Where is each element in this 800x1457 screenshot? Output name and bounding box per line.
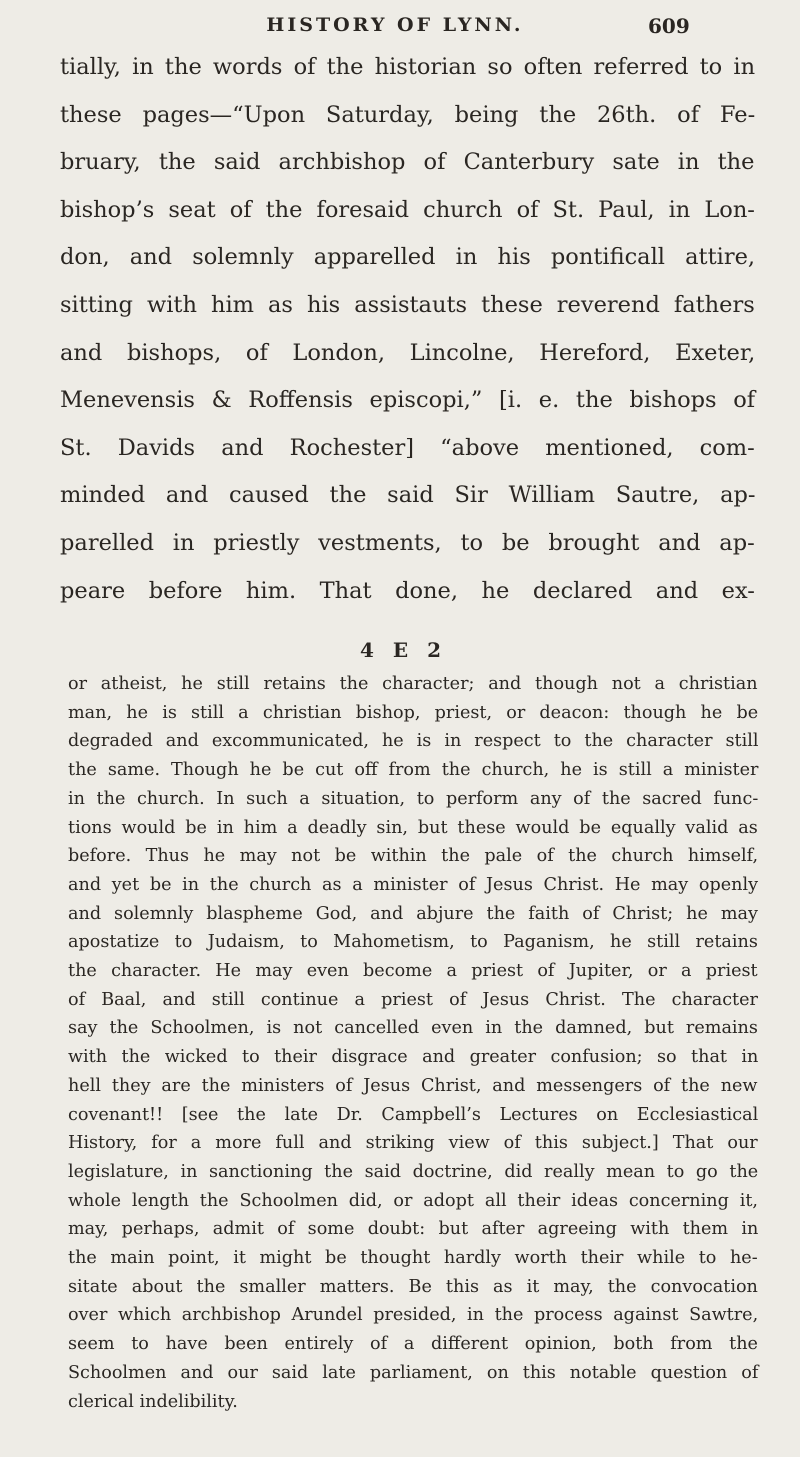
main-text-line: bruary, the said archbishop of Canterbury sate in the [60, 149, 755, 176]
signature-mark: 4 E 2 [360, 638, 448, 662]
main-text-line: parelled in priestly vestments, to be brought and ap- [60, 530, 755, 556]
footnote-line: seem to have been entirely of a different opinion, both from the [68, 1334, 758, 1355]
footnote-line: legislature, in sanctioning the said doctrine, did really mean to go the [68, 1161, 759, 1182]
main-text-line: and bishops, of London, Lincolne, Hereford, Exeter, [60, 339, 756, 366]
footnote-line: the same. Though he be cut off from the church, he is still a minister [68, 760, 759, 781]
main-text-line: these pages—“Upon Saturday, being the 26th. of Fe- [60, 101, 756, 128]
footnote-line: apostatize to Judaism, to Mahometism, to Paganism, he still retains [68, 932, 758, 953]
footnote-line: and yet be in the church as a minister of Jesus Christ. He may openly [68, 874, 759, 895]
footnote-line: whole length the Schoolmen did, or adopt all their ideas concerning it, [68, 1190, 758, 1211]
footnote-line: with the wicked to their disgrace and greater confusion; so that in [68, 1047, 759, 1068]
footnote-line: man, he is still a christian bishop, priest, or deacon: though he be [68, 702, 759, 723]
main-text-line: minded and caused the said Sir William Sautre, ap- [60, 482, 756, 509]
footnote-line: covenant!! [see the late Dr. Campbell’s Lectures on Ecclesiastical [68, 1104, 759, 1125]
footnote-line: History, for a more full and striking view of this subject.] That our [68, 1133, 758, 1154]
footnote-line: over which archbishop Arundel presided, in the process against Sawtre, [68, 1305, 759, 1326]
footnote-line: tions would be in him a deadly sin, but these would be equally valid as [68, 817, 758, 838]
footnote-line: before. Thus he may not be within the pale of the church himself, [68, 846, 759, 867]
footnote-line: may, perhaps, admit of some doubt: but after agreeing with them in [68, 1219, 759, 1240]
footnote-line: the character. He may even become a priest of Jupiter, or a priest [68, 961, 758, 981]
footnote-line: degraded and excommunicated, he is in respect to the character still [68, 731, 759, 752]
main-text-line: tially, in the words of the historian so often referred to in [60, 54, 756, 80]
main-text-line: bishop’s seat of the foresaid church of St. Paul, in Lon- [60, 196, 755, 223]
footnote-line: say the Schoolmen, is not cancelled even in the damned, but remains [68, 1018, 758, 1039]
footnote-line: sitate about the smaller matters. Be this as it may, the convocation [68, 1276, 758, 1297]
footnote-line: the main point, it might be thought hardly worth their while to he- [68, 1248, 758, 1268]
main-text-line: St. Davids and Rochester] “above mentioned, com- [60, 434, 755, 461]
footnote-line: of Baal, and still continue a priest of Jesus Christ. The character [68, 989, 758, 1010]
footnote-line: or atheist, he still retains the character; and though not a christian [68, 674, 758, 694]
footnote-line: in the church. In such a situation, to perform any of the sacred func- [68, 788, 759, 809]
main-text-line: don, and solemnly apparelled in his pontificall attire, [60, 244, 756, 271]
main-text-line: sitting with him as his assistauts these reverend fathers [60, 292, 755, 318]
footnote-line: clerical indelibility. [68, 1391, 238, 1412]
main-text-line: Menevensis & Roffensis episcopi,” [i. e. the bishops of [60, 387, 756, 414]
footnote-line: Schoolmen and our said late parliament, on this notable question of [68, 1362, 759, 1383]
running-title: HISTORY OF LYNN. [266, 14, 524, 36]
footnote-line: hell they are the ministers of Jesus Christ, and messengers of the new [68, 1075, 758, 1096]
main-text-line: peare before him. That done, he declared and ex- [60, 577, 755, 604]
page-header [0, 14, 800, 44]
page-number: 609 [648, 14, 690, 38]
footnote-line: and solemnly blaspheme God, and abjure the faith of Christ; he may [68, 903, 758, 924]
